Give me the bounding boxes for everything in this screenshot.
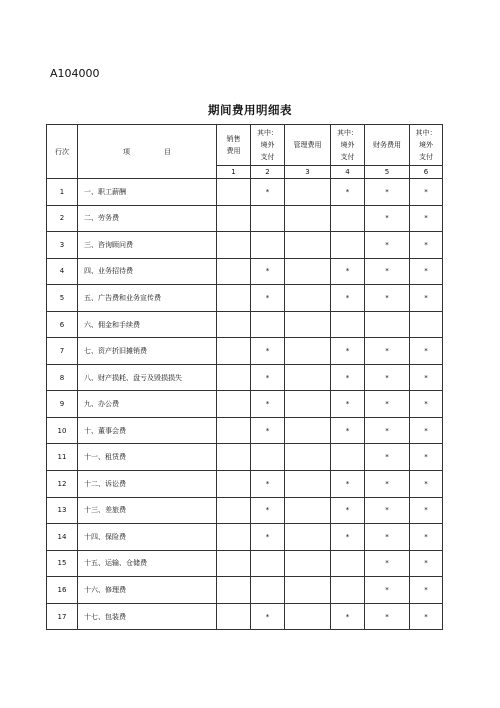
row-cell-col1 (217, 603, 251, 630)
row-cell-col5: * (365, 232, 410, 259)
row-item: 十、董事会费 (78, 417, 217, 444)
row-cell-col1 (217, 179, 251, 206)
row-cell-col3 (285, 444, 331, 471)
row-cell-col1 (217, 471, 251, 498)
row-number: 8 (47, 364, 78, 391)
row-cell-col2 (251, 577, 285, 604)
row-cell-col6: * (410, 258, 443, 285)
header-fin-foreign-l3: 支付 (419, 153, 433, 161)
row-item: 十七、包装费 (78, 603, 217, 630)
table-row (47, 258, 443, 285)
row-cell-col4 (331, 205, 365, 232)
table-row (47, 603, 443, 630)
header-fin-foreign (410, 125, 443, 166)
header-item (78, 125, 217, 179)
row-item: 十四、保险费 (78, 524, 217, 551)
row-item: 十二、诉讼费 (78, 471, 217, 498)
table-row (47, 444, 443, 471)
row-number: 9 (47, 391, 78, 418)
row-item: 二、劳务费 (78, 205, 217, 232)
table-row (47, 338, 443, 365)
row-cell-col6: * (410, 471, 443, 498)
row-cell-col1 (217, 205, 251, 232)
row-cell-col5: * (365, 603, 410, 630)
row-cell-col5 (365, 311, 410, 338)
row-cell-col6: * (410, 338, 443, 365)
row-cell-col2 (251, 444, 285, 471)
header-sales-foreign (251, 125, 285, 166)
row-number: 12 (47, 471, 78, 498)
row-number: 13 (47, 497, 78, 524)
header-sales-foreign-l3: 支付 (260, 153, 275, 161)
row-cell-col3 (285, 205, 331, 232)
row-cell-col1 (217, 444, 251, 471)
row-cell-col1 (217, 391, 251, 418)
table-row (47, 550, 443, 577)
row-cell-col2: * (251, 603, 285, 630)
row-cell-col5: * (365, 444, 410, 471)
table-row (47, 364, 443, 391)
row-cell-col5: * (365, 338, 410, 365)
row-cell-col3 (285, 550, 331, 577)
row-item: 十一、租赁费 (78, 444, 217, 471)
table-row (47, 311, 443, 338)
row-cell-col5: * (365, 258, 410, 285)
row-item: 八、财产损耗、盘亏及毁损损失 (78, 364, 217, 391)
table-row (47, 524, 443, 551)
row-number: 6 (47, 311, 78, 338)
row-cell-col4: * (331, 179, 365, 206)
row-cell-col5: * (365, 205, 410, 232)
row-cell-col6: * (410, 364, 443, 391)
table-row (47, 417, 443, 444)
table-row (47, 391, 443, 418)
table-row (47, 497, 443, 524)
row-cell-col2: * (251, 391, 285, 418)
row-cell-col4: * (331, 524, 365, 551)
row-cell-col1 (217, 497, 251, 524)
row-cell-col6: * (410, 179, 443, 206)
row-cell-col2 (251, 311, 285, 338)
row-number: 4 (47, 258, 78, 285)
table-row (47, 205, 443, 232)
row-cell-col2: * (251, 285, 285, 312)
row-cell-col1 (217, 417, 251, 444)
row-number: 11 (47, 444, 78, 471)
header-sales-foreign-l2: 境外 (260, 141, 275, 149)
row-item: 十三、差旅费 (78, 497, 217, 524)
table-row (47, 179, 443, 206)
header-fin-foreign-l2: 境外 (419, 141, 433, 149)
header-fin: 财务费用 (365, 125, 410, 166)
row-cell-col4: * (331, 497, 365, 524)
table-row (47, 577, 443, 604)
header-fin-foreign-l1: 其中： (415, 129, 437, 137)
row-cell-col5: * (365, 417, 410, 444)
row-item: 十五、运输、仓储费 (78, 550, 217, 577)
row-cell-col6: * (410, 444, 443, 471)
row-number: 15 (47, 550, 78, 577)
header-sales-foreign-l1: 其中： (257, 129, 278, 137)
header-mgmt: 管理费用 (285, 125, 331, 166)
form-code: A104000 (50, 67, 100, 80)
row-cell-col3 (285, 603, 331, 630)
row-cell-col5: * (365, 550, 410, 577)
table-row (47, 471, 443, 498)
row-cell-col6: * (410, 577, 443, 604)
row-item: 十六、修理费 (78, 577, 217, 604)
row-cell-col1 (217, 311, 251, 338)
row-cell-col1 (217, 577, 251, 604)
row-cell-col1 (217, 550, 251, 577)
row-cell-col2: * (251, 497, 285, 524)
col-number-6: 6 (410, 166, 443, 179)
row-cell-col4 (331, 444, 365, 471)
row-cell-col4 (331, 577, 365, 604)
row-cell-col6: * (410, 603, 443, 630)
row-cell-col5: * (365, 179, 410, 206)
row-number: 10 (47, 417, 78, 444)
row-cell-col5: * (365, 364, 410, 391)
row-cell-col2 (251, 550, 285, 577)
row-cell-col4 (331, 550, 365, 577)
row-cell-col2 (251, 205, 285, 232)
row-cell-col1 (217, 364, 251, 391)
row-cell-col6: * (410, 232, 443, 259)
row-item: 七、资产折旧摊销费 (78, 338, 217, 365)
row-cell-col2: * (251, 258, 285, 285)
row-item: 一、职工薪酬 (78, 179, 217, 206)
row-cell-col2: * (251, 338, 285, 365)
col-number-5: 5 (365, 166, 410, 179)
expense-table (46, 124, 443, 630)
row-item: 四、业务招待费 (78, 258, 217, 285)
row-cell-col6: * (410, 285, 443, 312)
header-item-b: 目 (164, 147, 171, 156)
row-number: 5 (47, 285, 78, 312)
row-number: 2 (47, 205, 78, 232)
row-item: 三、咨询顾问费 (78, 232, 217, 259)
row-cell-col6: * (410, 391, 443, 418)
row-cell-col6: * (410, 550, 443, 577)
row-cell-col4: * (331, 338, 365, 365)
header-mgmt-foreign-l3: 支付 (340, 153, 355, 161)
row-cell-col2 (251, 232, 285, 259)
row-cell-col4: * (331, 417, 365, 444)
row-cell-col3 (285, 497, 331, 524)
row-number: 3 (47, 232, 78, 259)
row-cell-col2: * (251, 417, 285, 444)
row-cell-col1 (217, 232, 251, 259)
header-sales (217, 125, 251, 166)
row-cell-col1 (217, 258, 251, 285)
row-cell-col6: * (410, 497, 443, 524)
row-cell-col4: * (331, 285, 365, 312)
row-cell-col2: * (251, 471, 285, 498)
row-cell-col4: * (331, 364, 365, 391)
row-cell-col3 (285, 391, 331, 418)
row-cell-col3 (285, 232, 331, 259)
row-number: 7 (47, 338, 78, 365)
row-cell-col2: * (251, 524, 285, 551)
row-cell-col4 (331, 232, 365, 259)
row-cell-col5: * (365, 577, 410, 604)
row-number: 1 (47, 179, 78, 206)
row-number: 17 (47, 603, 78, 630)
header-mgmt-foreign-l1: 其中： (337, 129, 358, 137)
header-item-a: 项 (123, 147, 130, 156)
row-item: 五、广告费和业务宣传费 (78, 285, 217, 312)
row-cell-col3 (285, 258, 331, 285)
row-cell-col1 (217, 338, 251, 365)
row-cell-col5: * (365, 497, 410, 524)
page-title: 期间费用明细表 (208, 103, 292, 117)
row-cell-col2: * (251, 364, 285, 391)
table-body (47, 179, 443, 630)
header-sales-l1: 销售 (226, 135, 241, 143)
table-row (47, 285, 443, 312)
row-cell-col3 (285, 179, 331, 206)
row-number: 14 (47, 524, 78, 551)
row-cell-col2: * (251, 179, 285, 206)
row-cell-col4: * (331, 471, 365, 498)
row-cell-col3 (285, 471, 331, 498)
row-item: 六、佣金和手续费 (78, 311, 217, 338)
row-cell-col5: * (365, 391, 410, 418)
col-number-3: 3 (285, 166, 331, 179)
row-cell-col4: * (331, 603, 365, 630)
header-mgmt-foreign-l2: 境外 (340, 141, 355, 149)
row-cell-col3 (285, 577, 331, 604)
col-number-2: 2 (251, 166, 285, 179)
row-cell-col4 (331, 311, 365, 338)
row-cell-col3 (285, 417, 331, 444)
col-number-1: 1 (217, 166, 251, 179)
row-cell-col6: * (410, 205, 443, 232)
header-mgmt-foreign (331, 125, 365, 166)
row-cell-col4: * (331, 258, 365, 285)
row-item: 九、办公费 (78, 391, 217, 418)
row-cell-col6: * (410, 417, 443, 444)
row-cell-col3 (285, 364, 331, 391)
row-cell-col1 (217, 285, 251, 312)
row-cell-col3 (285, 285, 331, 312)
row-cell-col3 (285, 524, 331, 551)
col-number-4: 4 (331, 166, 365, 179)
row-cell-col4: * (331, 391, 365, 418)
row-cell-col3 (285, 338, 331, 365)
row-cell-col6: * (410, 524, 443, 551)
header-row-no: 行次 (47, 125, 78, 179)
row-cell-col1 (217, 524, 251, 551)
row-cell-col5: * (365, 471, 410, 498)
row-cell-col5: * (365, 285, 410, 312)
row-number: 16 (47, 577, 78, 604)
table-row (47, 232, 443, 259)
row-cell-col3 (285, 311, 331, 338)
row-cell-col5: * (365, 524, 410, 551)
header-sales-l2: 费用 (226, 147, 241, 155)
row-cell-col6 (410, 311, 443, 338)
